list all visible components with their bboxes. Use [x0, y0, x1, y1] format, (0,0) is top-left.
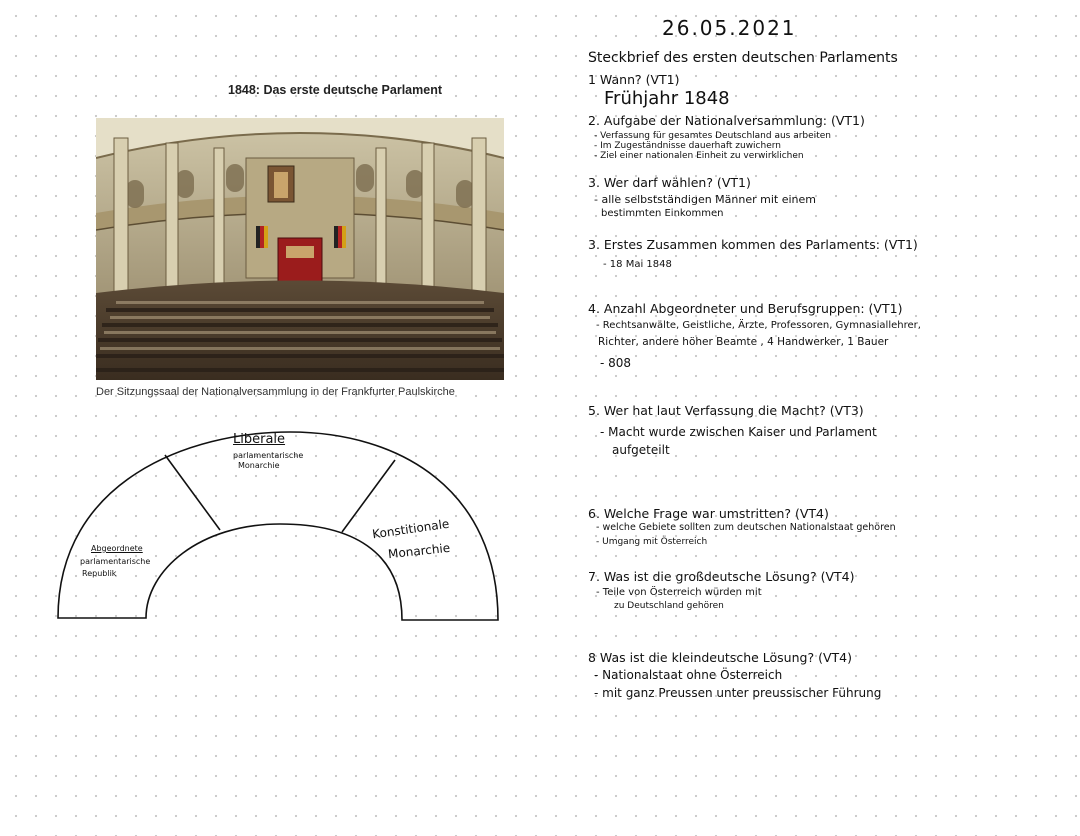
answer-4-1: - Rechtsanwälte, Geistliche, Ärzte, Professoren, Gymnasiallehrer,: [596, 320, 921, 331]
answer-7-2: zu Deutschland gehören: [614, 601, 724, 611]
figure-title: 1848: Das erste deutsche Parlament: [228, 83, 442, 97]
question-3: 3. Wer darf wählen? (VT1): [588, 175, 751, 190]
answer-8-1: - Nationalstaat ohne Österreich: [594, 668, 783, 682]
question-6: 6. Welche Frage war umstritten? (VT4): [588, 506, 829, 521]
label-center-sub-2: Monarchie: [238, 461, 280, 470]
answer-2-1: - Verfassung für gesamtes Deutschland aus arbeiten: [594, 131, 831, 141]
answer-2-2: - Im Zugeständnisse dauerhaft zuwichern: [594, 141, 781, 151]
answer-3-1: - alle selbstständigen Männer mit einem: [594, 193, 816, 206]
answer-2-3: - Ziel einer nationalen Einheit zu verwirklichen: [594, 151, 804, 161]
answer-5-2: aufgeteilt: [612, 443, 670, 457]
divider-right: [342, 460, 395, 532]
answer-6-2: - Umgang mit Österreich: [596, 537, 708, 547]
label-right-1: Konstitionale: [371, 516, 451, 542]
note-title: Steckbrief des ersten deutschen Parlaments: [588, 50, 898, 66]
answer-4-2: Richter, andere höher Beamte , 4 Handwerker, 1 Bauer: [598, 336, 889, 348]
answer-6-1: - welche Gebiete sollten zum deutschen Nationalstaat gehören: [596, 522, 896, 533]
label-center-sub-1: parlamentarische: [233, 451, 304, 460]
label-left-2: parlamentarische: [80, 557, 151, 566]
question-1: 1 Wann? (VT1): [588, 72, 680, 87]
figure-caption: Der Sitzungssaal der Nationalversammlung in der Frankfurter Paulskirche: [96, 386, 455, 398]
answer-7-1: - Teile von Österreich würden mit: [596, 587, 762, 598]
label-left-3: Republik: [82, 569, 117, 578]
label-right-2: Monarchie: [387, 540, 451, 562]
label-left-1: Abgeordnete: [91, 544, 143, 553]
answer-5-1: - Macht wurde zwischen Kaiser und Parlament: [600, 425, 877, 439]
question-3b: 3. Erstes Zusammen kommen des Parlaments: (VT1): [588, 237, 918, 252]
label-liberale: Liberale: [233, 432, 286, 447]
divider-left: [165, 455, 220, 530]
answer-3-2: bestimmten Einkommen: [601, 208, 724, 219]
question-2: 2. Aufgabe der Nationalversammlung: (VT1): [588, 113, 865, 128]
question-7: 7. Was ist die großdeutsche Lösung? (VT4): [588, 569, 855, 584]
answer-3b: - 18 Mai 1848: [603, 259, 672, 270]
paulskirche-painting: [96, 118, 504, 380]
question-8: 8 Was ist die kleindeutsche Lösung? (VT4): [588, 650, 852, 665]
answer-8-2: - mit ganz Preussen unter preussischer Führung: [594, 686, 882, 700]
answer-1: Frühjahr 1848: [604, 88, 730, 109]
answer-4-3: - 808: [600, 356, 632, 370]
question-4: 4. Anzahl Abgeordneter und Berufsgruppen: (VT1): [588, 301, 903, 316]
note-date: 26.05.2021: [662, 16, 797, 40]
question-5: 5. Wer hat laut Verfassung die Macht? (VT3): [588, 403, 864, 418]
